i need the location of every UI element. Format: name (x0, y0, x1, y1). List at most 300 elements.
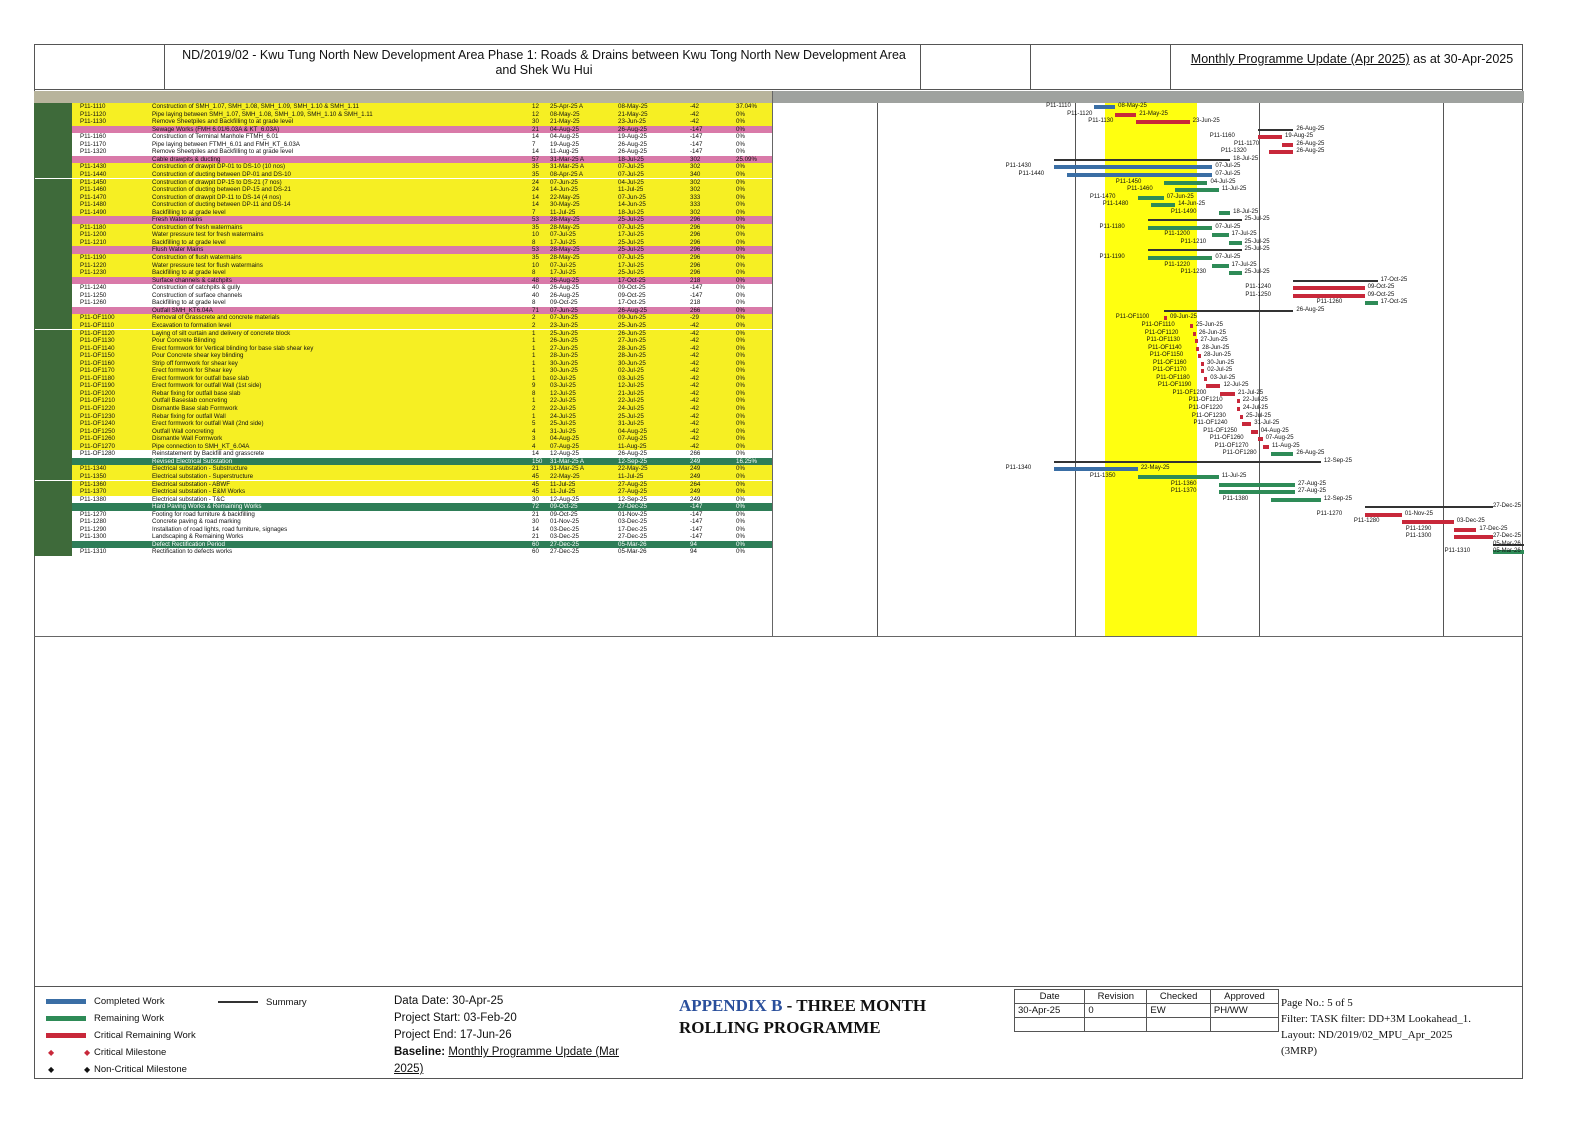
gantt-bar[interactable] (1148, 249, 1242, 251)
table-row[interactable] (34, 367, 772, 375)
page-number: Page No.: 5 of 5 (1281, 997, 1353, 1009)
table-row[interactable] (34, 390, 772, 398)
cell-finish: 25-Jul-25 (618, 238, 644, 246)
cell-tf: 218 (690, 299, 701, 307)
cell-start: 28-May-25 (550, 216, 580, 224)
cell-id: P11-OF1190 (80, 382, 115, 390)
cell-start: 12-Jul-25 (550, 389, 576, 397)
cell-start: 04-Aug-25 (550, 435, 579, 443)
table-row[interactable] (34, 481, 772, 489)
cell-dur: 24 (532, 178, 539, 186)
cell-id: P11-1200 (80, 231, 107, 239)
cell-dur: 53 (532, 216, 539, 224)
cell-name: Electrical substation - Superstructure (152, 472, 254, 480)
gantt-bar[interactable] (1212, 264, 1228, 268)
gantt-bar-label: 05-Mar-26 (1493, 548, 1521, 555)
table-row[interactable] (34, 133, 772, 141)
cell-id: P11-1180 (80, 223, 106, 231)
gantt-bar[interactable] (1201, 369, 1204, 373)
gantt-bar[interactable] (1293, 294, 1364, 298)
table-row[interactable] (34, 103, 772, 111)
cell-start: 28-May-25 (550, 254, 580, 261)
gantt-activity-id: P11-1380 (1222, 495, 1249, 502)
gantt-bar[interactable] (1054, 467, 1138, 471)
table-row[interactable] (34, 533, 772, 541)
cell-tf: 296 (690, 231, 701, 239)
row-wbs-indicator (34, 186, 72, 194)
gantt-bar[interactable] (1293, 286, 1364, 290)
gantt-bar[interactable] (1402, 520, 1454, 524)
cell-start: 09-Oct-25 (550, 503, 578, 511)
row-wbs-indicator (34, 171, 72, 179)
cell-dur: 2 (532, 321, 536, 329)
appendix-title (679, 995, 926, 1039)
table-row[interactable] (34, 201, 772, 209)
gantt-bar[interactable] (1258, 437, 1263, 441)
cell-start: 31-Jul-25 (550, 427, 576, 435)
table-row[interactable] (34, 254, 772, 262)
gantt-bar[interactable] (1293, 280, 1377, 282)
table-row[interactable] (34, 186, 772, 194)
cell-id: P11-1440 (80, 170, 107, 178)
remaining-swatch (46, 1016, 86, 1021)
cell-pct: 0% (736, 329, 745, 337)
cell-pct: 0% (736, 216, 745, 224)
gantt-bar[interactable] (1271, 452, 1294, 456)
legend-noncrit-milestone (46, 1061, 196, 1078)
cell-dur: 45 (532, 488, 539, 496)
page-info (1281, 995, 1471, 1059)
wbs-summary-row[interactable] (34, 458, 772, 466)
gantt-bar[interactable] (1148, 226, 1213, 230)
table-row[interactable] (34, 518, 772, 526)
table-row[interactable] (34, 111, 772, 119)
gantt-bar[interactable] (1237, 407, 1240, 411)
gantt-bar-label: 27-Aug-25 (1297, 488, 1326, 495)
cell-finish: 25-Jul-25 (618, 412, 644, 420)
summary-swatch (218, 1001, 258, 1003)
cell-tf: -147 (690, 125, 703, 133)
gantt-bar[interactable] (1237, 399, 1240, 403)
gantt-bar[interactable] (1201, 362, 1204, 366)
cell-id: P11-OF1180 (80, 374, 115, 382)
gantt-bar[interactable] (1219, 483, 1295, 487)
approval-date: 30-Apr-25 (1015, 1004, 1085, 1018)
gantt-bar[interactable] (1251, 430, 1257, 434)
cell-dur: 24 (532, 186, 539, 194)
cell-name: Construction of catchpits & gully (152, 284, 241, 292)
table-row[interactable] (34, 148, 772, 156)
cell-start: 11-Aug-25 (550, 148, 579, 156)
cell-dur: 2 (532, 405, 536, 412)
cell-dur: 150 (532, 457, 543, 465)
gantt-bar-label: 25-Jul-25 (1245, 412, 1271, 419)
row-wbs-indicator (34, 473, 72, 481)
gantt-bar[interactable] (1198, 354, 1201, 358)
cell-start: 09-Oct-25 (550, 299, 578, 307)
cell-pct: 37.04% (736, 103, 757, 110)
cell-dur: 4 (532, 442, 536, 450)
cell-dur: 1 (532, 374, 536, 382)
wbs-summary-row[interactable] (34, 156, 772, 164)
table-row[interactable] (34, 194, 772, 202)
cell-finish: 27-Jun-25 (618, 337, 646, 345)
gantt-bar[interactable] (1164, 316, 1167, 320)
table-row[interactable] (34, 511, 772, 519)
gantt-activity-id: P11-OF1140 (1148, 344, 1182, 351)
table-row[interactable] (34, 262, 772, 270)
gantt-bar[interactable] (1193, 332, 1196, 336)
gantt-bar[interactable] (1115, 113, 1136, 117)
cell-start: 26-Aug-25 (550, 291, 579, 299)
cell-id: P11-OF1200 (80, 389, 115, 397)
cell-start: 11-Jul-25 (550, 208, 576, 216)
gantt-activity-id: P11-1280 (1353, 518, 1380, 525)
gantt-bar[interactable] (1258, 129, 1294, 131)
gantt-bar-label: 02-Jul-25 (1207, 367, 1233, 374)
cell-id: P11-OF1220 (80, 405, 115, 412)
cell-id: P11-OF1260 (80, 435, 115, 443)
row-wbs-indicator (34, 231, 72, 239)
cell-name: Revised Electrical Substation (152, 457, 233, 465)
cell-start: 27-Dec-25 (550, 548, 579, 556)
cell-dur: 9 (532, 382, 536, 390)
row-wbs-indicator (34, 163, 72, 171)
gantt-bar[interactable] (1138, 475, 1219, 479)
legend-label: Summary (266, 997, 307, 1008)
gantt-activity-id: P11-1210 (1180, 238, 1207, 245)
gantt-bar[interactable] (1258, 135, 1282, 139)
table-row[interactable] (34, 382, 772, 390)
gantt-gridline (1259, 103, 1260, 636)
cell-tf: 302 (690, 163, 701, 171)
gantt-bar-label: 25-Jul-25 (1244, 216, 1270, 223)
cell-start: 12-Aug-25 (550, 495, 579, 503)
cell-start: 31-Mar-25 A (550, 155, 585, 163)
gantt-bar[interactable] (1054, 159, 1231, 161)
table-row[interactable] (34, 526, 772, 534)
table-row[interactable] (34, 360, 772, 368)
row-wbs-indicator (34, 428, 72, 436)
gantt-bar[interactable] (1204, 377, 1207, 381)
cell-finish: 22-May-25 (618, 465, 648, 473)
cell-finish: 05-Mar-26 (618, 548, 647, 556)
report-title-link: Monthly Programme Update (Apr 2025) (1190, 52, 1410, 66)
wbs-summary-row[interactable] (34, 307, 772, 315)
table-row[interactable] (34, 284, 772, 292)
table-row[interactable] (34, 405, 772, 413)
row-wbs-indicator (34, 156, 72, 164)
cell-id: P11-OF1270 (80, 442, 115, 450)
table-row[interactable] (34, 171, 772, 179)
gantt-bar-label: 27-Aug-25 (1297, 480, 1326, 487)
cell-tf: -42 (690, 382, 699, 390)
gantt-activity-id: P11-OF1230 (1191, 412, 1226, 419)
cell-finish: 17-Dec-25 (618, 525, 647, 533)
table-row[interactable] (34, 435, 772, 443)
table-row[interactable] (34, 141, 772, 149)
row-wbs-indicator (34, 148, 72, 156)
cell-dur: 35 (532, 223, 539, 231)
report-asat: as at 30-Apr-2025 (1413, 52, 1514, 66)
report-title (1182, 52, 1522, 66)
appendix-subtitle: - THREE MONTH (782, 996, 927, 1015)
gantt-bar[interactable] (1454, 535, 1493, 539)
gantt-bar-label: 09-Oct-25 (1367, 291, 1395, 298)
cell-name: Hard Paving Works & Remaining Works (152, 503, 262, 511)
gantt-bar[interactable] (1229, 271, 1242, 275)
gantt-activity-id: P11-OF1170 (1153, 367, 1187, 374)
cell-id: P11-1210 (80, 238, 107, 246)
table-row[interactable] (34, 352, 772, 360)
gantt-bar[interactable] (1219, 211, 1230, 215)
gantt-bar[interactable] (1271, 498, 1321, 502)
table-row[interactable] (34, 299, 772, 307)
cell-pct: 0% (736, 118, 745, 126)
table-row[interactable] (34, 375, 772, 383)
row-wbs-indicator (34, 360, 72, 368)
cell-name: Construction of drawpit DP-01 to DS-10 (10 nos) (152, 163, 286, 171)
gantt-bar[interactable] (1454, 528, 1477, 532)
gantt-bar[interactable] (1195, 339, 1198, 343)
gantt-gridline (1075, 103, 1076, 636)
gantt-bar[interactable] (1212, 233, 1228, 237)
gantt-activity-id: P11-1130 (1088, 118, 1114, 125)
cell-start: 07-Jun-25 (550, 178, 578, 186)
table-row[interactable] (34, 231, 772, 239)
wbs-summary-row[interactable] (34, 126, 772, 134)
cell-dur: 1 (532, 359, 536, 367)
cell-start: 11-Jul-25 (550, 488, 576, 496)
cell-id: P11-1160 (80, 133, 106, 141)
critical-swatch (46, 1033, 86, 1038)
cell-id: P11-1220 (80, 261, 107, 269)
table-row[interactable] (34, 179, 772, 187)
cell-start: 26-Aug-25 (550, 284, 579, 292)
table-row[interactable] (34, 397, 772, 405)
table-row[interactable] (34, 239, 772, 247)
row-wbs-indicator (34, 299, 72, 307)
cell-finish: 14-Jun-25 (618, 201, 646, 209)
gantt-bar[interactable] (1151, 203, 1175, 207)
cell-dur: 71 (532, 306, 539, 314)
gantt-bar-label: 22-May-25 (1140, 465, 1170, 472)
cell-tf: -42 (690, 420, 699, 428)
cell-tf: -42 (690, 374, 699, 382)
table-row[interactable] (34, 443, 772, 451)
table-row[interactable] (34, 465, 772, 473)
cell-pct: 0% (736, 472, 745, 480)
gantt-bar[interactable] (1164, 181, 1208, 185)
cell-pct: 0% (736, 193, 745, 201)
gantt-bar[interactable] (1196, 347, 1199, 351)
row-wbs-indicator (34, 269, 72, 277)
cell-dur: 35 (532, 163, 539, 171)
wbs-summary-row[interactable] (34, 277, 772, 285)
cell-pct: 0% (736, 465, 745, 473)
cell-finish: 03-Jul-25 (618, 374, 644, 382)
cell-dur: 14 (532, 193, 539, 201)
table-row[interactable] (34, 314, 772, 322)
gantt-bar[interactable] (1190, 324, 1193, 328)
title-line2: and Shek Wu Hui (495, 63, 593, 77)
table-row[interactable] (34, 488, 772, 496)
table-row[interactable] (34, 118, 772, 126)
cell-dur: 1 (532, 329, 536, 337)
table-row[interactable] (34, 548, 772, 556)
cell-finish: 27-Dec-25 (618, 503, 647, 511)
row-wbs-indicator (34, 292, 72, 300)
row-wbs-indicator (34, 390, 72, 398)
wbs-summary-row[interactable] (34, 503, 772, 511)
cell-name: Backfilling to at grade level (152, 208, 226, 216)
cell-name: Construction of Terminal Manhole FTMH_6.01 (152, 133, 279, 141)
gantt-bar[interactable] (1365, 301, 1378, 305)
cell-id: P11-1230 (80, 269, 107, 277)
cell-finish: 28-Jun-25 (618, 344, 646, 352)
cell-dur: 14 (532, 525, 539, 533)
gantt-activity-id: P11-1250 (1245, 291, 1271, 298)
cell-finish: 07-Jul-25 (618, 163, 644, 171)
gantt-bar[interactable] (1220, 392, 1235, 396)
table-row[interactable] (34, 292, 772, 300)
row-wbs-indicator (34, 382, 72, 390)
table-column-header (34, 91, 772, 103)
gantt-bar[interactable] (1219, 490, 1295, 494)
cell-tf: -147 (690, 533, 703, 541)
gantt-bar[interactable] (1054, 461, 1321, 463)
row-wbs-indicator (34, 496, 72, 504)
gantt-activity-id: P11-1160 (1209, 133, 1235, 140)
wbs-summary-row[interactable] (34, 216, 772, 224)
table-row[interactable] (34, 345, 772, 353)
cell-pct: 0% (736, 352, 745, 360)
cell-tf: 302 (690, 155, 701, 163)
data-date: Data Date: 30-Apr-25 (394, 995, 504, 1007)
gantt-bar[interactable] (1175, 188, 1219, 192)
cell-pct: 0% (736, 525, 745, 533)
gantt-activity-id: P11-1340 (1005, 465, 1032, 472)
gantt-bar[interactable] (1263, 445, 1269, 449)
cell-id: P11-1490 (80, 208, 107, 216)
gantt-bar[interactable] (1164, 310, 1294, 312)
cell-finish: 03-Dec-25 (618, 518, 647, 526)
table-row[interactable] (34, 450, 772, 458)
gantt-bar[interactable] (1269, 150, 1293, 154)
table-row[interactable] (34, 337, 772, 345)
gantt-bar-label: 12-Jul-25 (1223, 382, 1249, 389)
cell-id: P11-OF1210 (80, 397, 115, 405)
cell-id: P11-1280 (80, 518, 107, 526)
table-row[interactable] (34, 163, 772, 171)
cell-tf: -147 (690, 148, 703, 156)
cell-name: Sewage Works (FMH 6.01/6.03A & KT_6.03A) (152, 125, 280, 133)
table-row[interactable] (34, 413, 772, 421)
wbs-summary-row[interactable] (34, 246, 772, 254)
cell-tf: 296 (690, 223, 701, 231)
gantt-bar[interactable] (1136, 120, 1189, 124)
cell-start: 25-Apr-25 A (550, 103, 584, 110)
table-row[interactable] (34, 496, 772, 504)
cell-name: Installation of road lights, road furniture, signages (152, 525, 288, 533)
gantt-bar[interactable] (1365, 513, 1402, 517)
cell-finish: 24-Jul-25 (618, 405, 644, 412)
table-row[interactable] (34, 420, 772, 428)
cell-name: Backfilling to at grade level (152, 299, 226, 307)
wbs-summary-row[interactable] (34, 541, 772, 549)
approval-revision: 0 (1085, 1004, 1147, 1018)
table-row[interactable] (34, 224, 772, 232)
cell-id: P11-1480 (80, 201, 107, 209)
table-row[interactable] (34, 209, 772, 217)
gantt-bar[interactable] (1067, 173, 1213, 177)
gantt-activity-id: P11-OF1150 (1149, 352, 1184, 359)
gantt-bar[interactable] (1148, 219, 1242, 221)
row-wbs-indicator (34, 322, 72, 330)
cell-id: P11-OF1160 (80, 359, 115, 367)
cell-pct: 0% (736, 548, 745, 556)
cell-dur: 7 (532, 208, 536, 216)
cell-id: P11-OF1170 (80, 367, 115, 375)
project-end: Project End: 17-Jun-26 (394, 1029, 512, 1041)
gantt-bar[interactable] (1138, 196, 1164, 200)
cell-pct: 0% (736, 208, 745, 216)
cell-dur: 60 (532, 540, 539, 548)
gantt-bar-label: 23-Jun-25 (1192, 118, 1220, 125)
row-wbs-indicator (34, 481, 72, 489)
gantt-activity-id: P11-OF1190 (1157, 382, 1192, 389)
gantt-activity-id: P11-1120 (1067, 110, 1093, 117)
cell-finish: 07-Jul-25 (618, 254, 644, 261)
row-wbs-indicator (34, 246, 72, 254)
gantt-bar[interactable] (1229, 241, 1242, 245)
gantt-bar[interactable] (1282, 143, 1293, 147)
gantt-bar-label: 17-Oct-25 (1380, 299, 1408, 306)
title-line1: ND/2019/02 - Kwu Tung North New Development Area Phase 1: Roads & Drains between Kwu Tong North New Development Area (182, 48, 906, 62)
cell-name: Backfilling to at grade level (152, 238, 226, 246)
cell-start: 03-Jul-25 (550, 382, 576, 390)
table-row[interactable] (34, 269, 772, 277)
row-wbs-indicator (34, 277, 72, 285)
gantt-bar[interactable] (1365, 506, 1493, 508)
gantt-bar[interactable] (1054, 165, 1213, 169)
gantt-activity-id: P11-1320 (1221, 148, 1247, 155)
table-row[interactable] (34, 322, 772, 330)
cell-finish: 26-Aug-25 (618, 148, 647, 156)
cell-name: Laying of silt curtain and delivery of concrete block (152, 329, 291, 337)
cell-name: Landscaping & Remaining Works (152, 533, 244, 541)
cell-finish: 25-Jul-25 (618, 246, 644, 254)
cell-start: 02-Jul-25 (550, 374, 576, 382)
cell-tf: -147 (690, 140, 703, 148)
cell-pct: 0% (736, 170, 745, 178)
row-wbs-indicator (34, 118, 72, 126)
gantt-activity-id: P11-OF1260 (1209, 435, 1244, 442)
gantt-bar[interactable] (1242, 422, 1252, 426)
table-row[interactable] (34, 330, 772, 338)
table-row[interactable] (34, 473, 772, 481)
gantt-bar[interactable] (1206, 384, 1221, 388)
cell-finish: 18-Jul-25 (618, 155, 644, 163)
cell-id: P11-OF1230 (80, 412, 115, 420)
gantt-bar[interactable] (1094, 105, 1115, 109)
gantt-bar[interactable] (1240, 415, 1243, 419)
gantt-bar[interactable] (1148, 256, 1213, 260)
cell-tf: 218 (690, 276, 701, 284)
table-row[interactable] (34, 428, 772, 436)
cell-start: 23-Jun-25 (550, 321, 578, 329)
approval-table (1014, 989, 1279, 1032)
